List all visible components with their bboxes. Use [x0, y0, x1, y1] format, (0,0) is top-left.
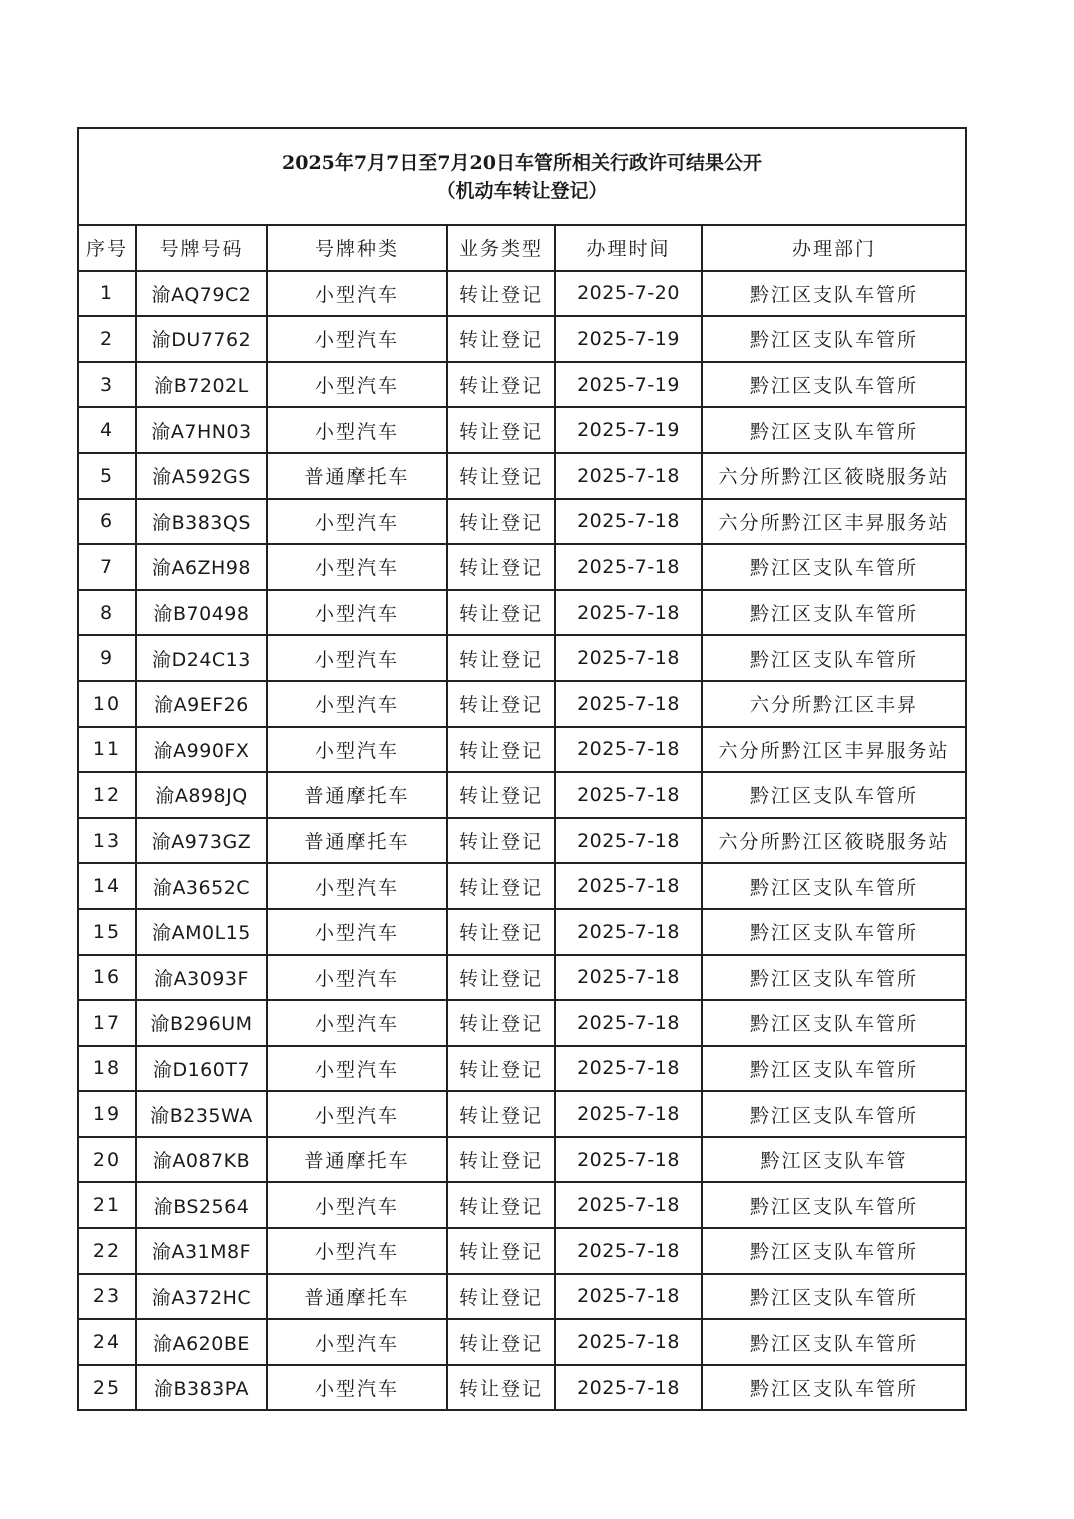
- registration-table: [79, 226, 965, 1409]
- plate-type: 小型汽车: [267, 362, 447, 408]
- department: 黔江区支队车管所: [702, 1000, 965, 1046]
- business-type: 转让登记: [447, 909, 555, 955]
- row-index: 25: [79, 1365, 136, 1410]
- process-date: 2025-7-18: [555, 1091, 702, 1137]
- table-row: [79, 635, 965, 681]
- plate-number: 渝B383QS: [136, 499, 267, 545]
- plate-number: 渝A973GZ: [136, 818, 267, 864]
- table-row: [79, 271, 965, 317]
- plate-number: 渝D24C13: [136, 635, 267, 681]
- plate-type: 小型汽车: [267, 727, 447, 773]
- table-row: [79, 544, 965, 590]
- department: 六分所黔江区丰昇: [702, 681, 965, 727]
- table-row: [79, 727, 965, 773]
- business-type: 转让登记: [447, 362, 555, 408]
- table-row: [79, 1228, 965, 1274]
- department: 黔江区支队车管所: [702, 271, 965, 317]
- table-row: [79, 772, 965, 818]
- plate-number: 渝A372HC: [136, 1274, 267, 1320]
- plate-number: 渝A31M8F: [136, 1228, 267, 1274]
- col-header-business-type: 业务类型: [447, 226, 555, 271]
- plate-type: 小型汽车: [267, 909, 447, 955]
- plate-number: 渝AM0L15: [136, 909, 267, 955]
- plate-number: 渝B383PA: [136, 1365, 267, 1410]
- page-subtitle: （机动车转让登记）: [436, 179, 608, 202]
- plate-number: 渝A7HN03: [136, 407, 267, 453]
- row-index: 8: [79, 590, 136, 636]
- department: 六分所黔江区筱晓服务站: [702, 818, 965, 864]
- department: 黔江区支队车管所: [702, 955, 965, 1001]
- process-date: 2025-7-19: [555, 316, 702, 362]
- business-type: 转让登记: [447, 1365, 555, 1410]
- plate-number: 渝A898JQ: [136, 772, 267, 818]
- business-type: 转让登记: [447, 1319, 555, 1365]
- business-type: 转让登记: [447, 955, 555, 1001]
- department: 黔江区支队车管所: [702, 1228, 965, 1274]
- department: 黔江区支队车管所: [702, 1046, 965, 1092]
- process-date: 2025-7-18: [555, 1137, 702, 1183]
- plate-number: 渝DU7762: [136, 316, 267, 362]
- table-row: [79, 1000, 965, 1046]
- header-row: [79, 226, 965, 271]
- plate-number: 渝B235WA: [136, 1091, 267, 1137]
- process-date: 2025-7-19: [555, 362, 702, 408]
- row-index: 6: [79, 499, 136, 545]
- department: 黔江区支队车管所: [702, 635, 965, 681]
- row-index: 22: [79, 1228, 136, 1274]
- process-date: 2025-7-19: [555, 407, 702, 453]
- department: 黔江区支队车管所: [702, 1091, 965, 1137]
- plate-number: 渝B296UM: [136, 1000, 267, 1046]
- plate-type: 小型汽车: [267, 863, 447, 909]
- row-index: 4: [79, 407, 136, 453]
- plate-type: 小型汽车: [267, 1365, 447, 1410]
- business-type: 转让登记: [447, 772, 555, 818]
- plate-type: 小型汽车: [267, 316, 447, 362]
- business-type: 转让登记: [447, 1274, 555, 1320]
- process-date: 2025-7-18: [555, 1000, 702, 1046]
- row-index: 24: [79, 1319, 136, 1365]
- row-index: 19: [79, 1091, 136, 1137]
- process-date: 2025-7-18: [555, 1182, 702, 1228]
- plate-type: 小型汽车: [267, 1091, 447, 1137]
- table-row: [79, 362, 965, 408]
- business-type: 转让登记: [447, 1137, 555, 1183]
- table-row: [79, 499, 965, 545]
- business-type: 转让登记: [447, 681, 555, 727]
- department: 六分所黔江区筱晓服务站: [702, 453, 965, 499]
- row-index: 14: [79, 863, 136, 909]
- department: 黔江区支队车管所: [702, 909, 965, 955]
- plate-number: 渝A3093F: [136, 955, 267, 1001]
- department: 黔江区支队车管所: [702, 1319, 965, 1365]
- col-header-index: 序号: [79, 226, 136, 271]
- table-row: [79, 453, 965, 499]
- process-date: 2025-7-18: [555, 955, 702, 1001]
- business-type: 转让登记: [447, 1046, 555, 1092]
- row-index: 20: [79, 1137, 136, 1183]
- row-index: 13: [79, 818, 136, 864]
- plate-type: 小型汽车: [267, 681, 447, 727]
- row-index: 9: [79, 635, 136, 681]
- row-index: 18: [79, 1046, 136, 1092]
- department: 黔江区支队车管所: [702, 863, 965, 909]
- row-index: 23: [79, 1274, 136, 1320]
- plate-number: 渝A9EF26: [136, 681, 267, 727]
- row-index: 21: [79, 1182, 136, 1228]
- process-date: 2025-7-18: [555, 499, 702, 545]
- department: 黔江区支队车管所: [702, 1274, 965, 1320]
- process-date: 2025-7-18: [555, 727, 702, 773]
- department: 黔江区支队车管所: [702, 362, 965, 408]
- process-date: 2025-7-18: [555, 1365, 702, 1410]
- plate-number: 渝A3652C: [136, 863, 267, 909]
- process-date: 2025-7-18: [555, 681, 702, 727]
- col-header-date: 办理时间: [555, 226, 702, 271]
- plate-number: 渝A592GS: [136, 453, 267, 499]
- plate-number: 渝A620BE: [136, 1319, 267, 1365]
- plate-type: 普通摩托车: [267, 1274, 447, 1320]
- table-row: [79, 316, 965, 362]
- department: 黔江区支队车管所: [702, 316, 965, 362]
- department: 黔江区支队车管所: [702, 1365, 965, 1410]
- process-date: 2025-7-18: [555, 818, 702, 864]
- business-type: 转让登记: [447, 727, 555, 773]
- department: 六分所黔江区丰昇服务站: [702, 727, 965, 773]
- col-header-plate-type: 号牌种类: [267, 226, 447, 271]
- process-date: 2025-7-18: [555, 590, 702, 636]
- plate-number: 渝B70498: [136, 590, 267, 636]
- plate-type: 普通摩托车: [267, 818, 447, 864]
- business-type: 转让登记: [447, 1091, 555, 1137]
- table-row: [79, 1182, 965, 1228]
- row-index: 12: [79, 772, 136, 818]
- row-index: 17: [79, 1000, 136, 1046]
- table-row: [79, 681, 965, 727]
- plate-type: 小型汽车: [267, 407, 447, 453]
- process-date: 2025-7-18: [555, 453, 702, 499]
- col-header-plate-number: 号牌号码: [136, 226, 267, 271]
- page-title: 2025年7月7日至7月20日车管所相关行政许可结果公开: [282, 151, 762, 174]
- plate-type: 普通摩托车: [267, 1137, 447, 1183]
- business-type: 转让登记: [447, 863, 555, 909]
- row-index: 10: [79, 681, 136, 727]
- plate-type: 小型汽车: [267, 1046, 447, 1092]
- business-type: 转让登记: [447, 1228, 555, 1274]
- process-date: 2025-7-18: [555, 544, 702, 590]
- plate-type: 小型汽车: [267, 1182, 447, 1228]
- plate-number: 渝B7202L: [136, 362, 267, 408]
- business-type: 转让登记: [447, 1182, 555, 1228]
- department: 黔江区支队车管: [702, 1137, 965, 1183]
- plate-number: 渝A6ZH98: [136, 544, 267, 590]
- department: 黔江区支队车管所: [702, 590, 965, 636]
- process-date: 2025-7-18: [555, 863, 702, 909]
- department: 黔江区支队车管所: [702, 544, 965, 590]
- process-date: 2025-7-18: [555, 772, 702, 818]
- business-type: 转让登记: [447, 453, 555, 499]
- table-row: [79, 1091, 965, 1137]
- table-row: [79, 1137, 965, 1183]
- process-date: 2025-7-18: [555, 1319, 702, 1365]
- business-type: 转让登记: [447, 499, 555, 545]
- plate-type: 小型汽车: [267, 1319, 447, 1365]
- process-date: 2025-7-18: [555, 909, 702, 955]
- business-type: 转让登记: [447, 316, 555, 362]
- plate-number: 渝A990FX: [136, 727, 267, 773]
- plate-type: 普通摩托车: [267, 772, 447, 818]
- plate-type: 普通摩托车: [267, 453, 447, 499]
- table-row: [79, 1046, 965, 1092]
- table-row: [79, 955, 965, 1001]
- plate-type: 小型汽车: [267, 544, 447, 590]
- department: 黔江区支队车管所: [702, 1182, 965, 1228]
- table-body: [79, 271, 965, 1410]
- row-index: 16: [79, 955, 136, 1001]
- business-type: 转让登记: [447, 818, 555, 864]
- business-type: 转让登记: [447, 1000, 555, 1046]
- plate-type: 小型汽车: [267, 955, 447, 1001]
- department: 六分所黔江区丰昇服务站: [702, 499, 965, 545]
- plate-type: 小型汽车: [267, 271, 447, 317]
- table-row: [79, 1365, 965, 1410]
- process-date: 2025-7-18: [555, 1228, 702, 1274]
- business-type: 转让登记: [447, 635, 555, 681]
- results-sheet: [77, 127, 967, 1411]
- row-index: 11: [79, 727, 136, 773]
- table-row: [79, 818, 965, 864]
- process-date: 2025-7-18: [555, 1046, 702, 1092]
- row-index: 1: [79, 271, 136, 317]
- row-index: 5: [79, 453, 136, 499]
- row-index: 15: [79, 909, 136, 955]
- table-row: [79, 909, 965, 955]
- business-type: 转让登记: [447, 407, 555, 453]
- process-date: 2025-7-18: [555, 635, 702, 681]
- table-row: [79, 590, 965, 636]
- business-type: 转让登记: [447, 590, 555, 636]
- process-date: 2025-7-18: [555, 1274, 702, 1320]
- title-block: [79, 129, 965, 226]
- plate-number: 渝AQ79C2: [136, 271, 267, 317]
- row-index: 3: [79, 362, 136, 408]
- plate-type: 小型汽车: [267, 1228, 447, 1274]
- department: 黔江区支队车管所: [702, 772, 965, 818]
- plate-type: 小型汽车: [267, 590, 447, 636]
- row-index: 7: [79, 544, 136, 590]
- plate-number: 渝BS2564: [136, 1182, 267, 1228]
- department: 黔江区支队车管所: [702, 407, 965, 453]
- col-header-department: 办理部门: [702, 226, 965, 271]
- row-index: 2: [79, 316, 136, 362]
- plate-number: 渝A087KB: [136, 1137, 267, 1183]
- table-row: [79, 407, 965, 453]
- table-row: [79, 1319, 965, 1365]
- plate-type: 小型汽车: [267, 1000, 447, 1046]
- process-date: 2025-7-20: [555, 271, 702, 317]
- plate-type: 小型汽车: [267, 499, 447, 545]
- plate-type: 小型汽车: [267, 635, 447, 681]
- table-row: [79, 1274, 965, 1320]
- business-type: 转让登记: [447, 271, 555, 317]
- table-row: [79, 863, 965, 909]
- plate-number: 渝D160T7: [136, 1046, 267, 1092]
- business-type: 转让登记: [447, 544, 555, 590]
